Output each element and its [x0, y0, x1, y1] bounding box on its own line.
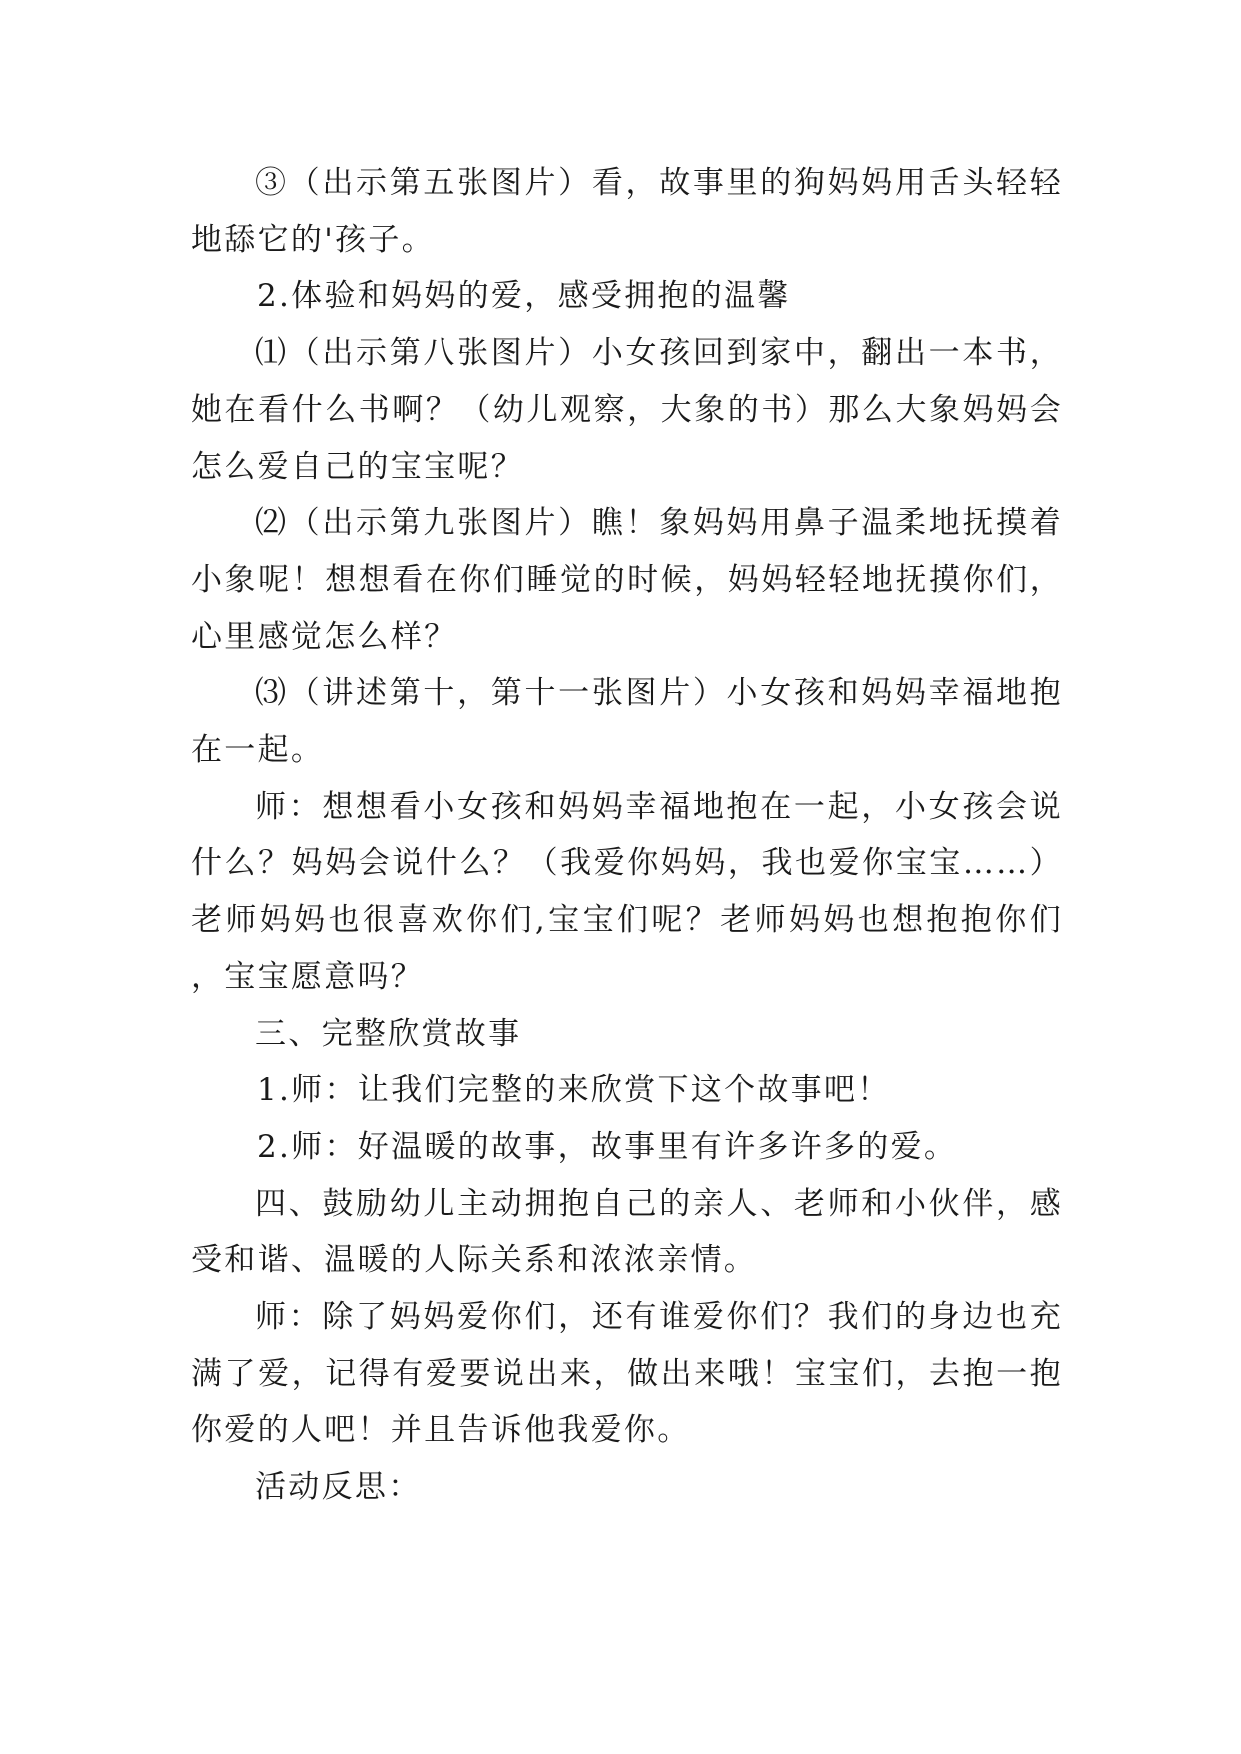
paragraph-step-1-book: ⑴（出示第八张图片）小女孩回到家中，翻出一本书，她在看什么书啊？（幼儿观察，大象的书）那么大象妈妈会怎么爱自己的宝宝呢？ [191, 335, 1063, 485]
paragraph-section-3-item-2: 2.师：好温暖的故事，故事里有许多许多的爱。 [257, 1128, 958, 1165]
document-body [191, 155, 1063, 1516]
paragraph-section-3-heading: 三、完整欣赏故事 [255, 1015, 522, 1052]
paragraph-section-4-heading: 四、鼓励幼儿主动拥抱自己的亲人、老师和小伙伴，感受和谐、温暖的人际关系和浓浓亲情。 [191, 1185, 1063, 1279]
paragraph-teacher-question: 师：想想看小女孩和妈妈幸福地抱在一起，小女孩会说什么？妈妈会说什么？（我爱你妈妈，我也爱你宝宝……）老师妈妈也很喜欢你们,宝宝们呢？老师妈妈也想抱抱你们，宝宝愿意吗？ [191, 788, 1063, 995]
paragraph-section-3-item-1: 1.师：让我们完整的来欣赏下这个故事吧！ [257, 1072, 891, 1109]
paragraph-reflection-heading: 活动反思： [255, 1469, 422, 1506]
paragraph-step-3-hug: ⑶（讲述第十，第十一张图片）小女孩和妈妈幸福地抱在一起。 [191, 675, 1063, 769]
paragraph-teacher-closing: 师：除了妈妈爱你们，还有谁爱你们？我们的身边也充满了爱，记得有爱要说出来，做出来哦！宝宝们，去抱一抱你爱的人吧！并且告诉他我爱你。 [191, 1299, 1063, 1449]
paragraph-step-2-elephant: ⑵（出示第九张图片）瞧！象妈妈用鼻子温柔地抚摸着小象呢！想想看在你们睡觉的时候，妈妈轻轻地抚摸你们，心里感觉怎么样？ [191, 505, 1063, 655]
paragraph-section-2-heading: 2.体验和妈妈的爱，感受拥抱的温馨 [257, 278, 791, 315]
paragraph-step-3-dog: ③（出示第五张图片）看，故事里的狗妈妈用舌头轻轻地舔它的'孩子。 [191, 165, 1063, 258]
